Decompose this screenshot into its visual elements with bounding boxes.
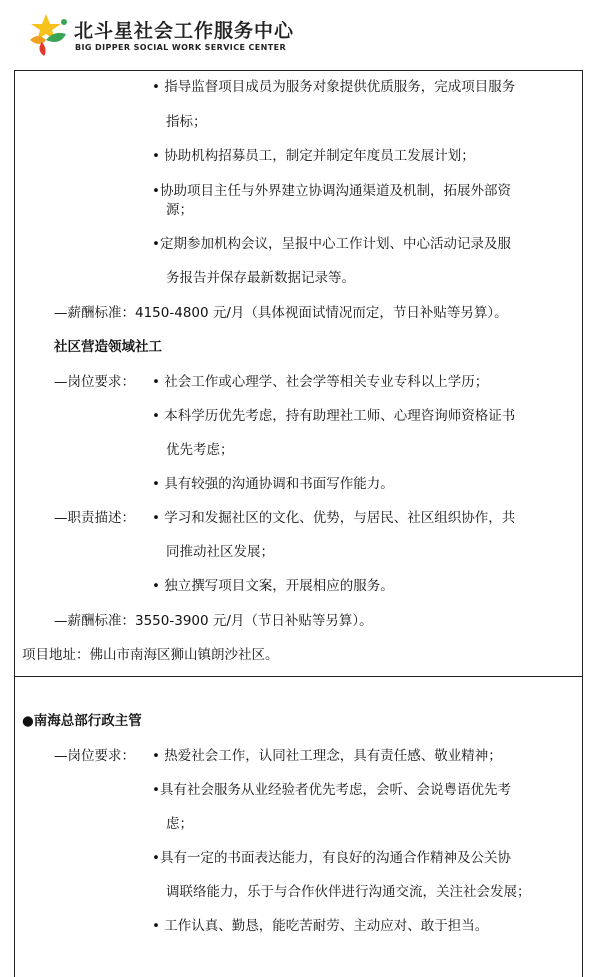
- requirement-item: •具有社会服务从业经验者优先考虑，会听、会说粤语优先考: [152, 782, 511, 798]
- salary-standard: —薪酬标准：4150-4800 元/月（具体视面试情况而定，节日补贴等另算）。: [54, 305, 508, 321]
- requirement-item-cont: 调联络能力，乐于与合作伙伴进行沟通交流，关注社会发展；: [166, 884, 531, 900]
- requirement-item: • 社会工作或心理学、社会学等相关专业专科以上学历；: [152, 374, 489, 390]
- duty-item-cont: 同推动社区发展；: [166, 544, 274, 560]
- salary-standard: —薪酬标准：3550-3900 元/月（节日补贴等另算）。: [54, 613, 373, 629]
- requirement-item: • 本科学历优先考虑，持有助理社工师、心理咨询师资格证书: [152, 408, 516, 424]
- org-name-cn: 北斗星社会工作服务中心: [74, 20, 295, 42]
- requirement-item: • 工作认真、勤恳，能吃苦耐劳、主动应对、敢于担当。: [152, 918, 489, 934]
- job-title: ●南海总部行政主管: [22, 713, 142, 729]
- document-header: [0, 0, 595, 70]
- requirements-label: —岗位要求：: [54, 748, 135, 764]
- duty-item-cont: 务报告并保存最新数据记录等。: [166, 270, 355, 286]
- project-address: 项目地址：佛山市南海区狮山镇朗沙社区。: [22, 647, 279, 663]
- duty-item: •定期参加机构会议，呈报中心工作计划、中心活动记录及服: [152, 236, 511, 252]
- duty-item: • 指导监督项目成员为服务对象提供优质服务，完成项目服务: [152, 79, 516, 95]
- requirement-item: • 具有较强的沟通协调和书面写作能力。: [152, 476, 394, 492]
- requirement-item-cont: 虑；: [166, 816, 193, 832]
- job-title: 社区营造领域社工: [54, 339, 162, 355]
- big-dipper-logo-icon: [24, 10, 72, 58]
- org-name-en: BIG DIPPER SOCIAL WORK SERVICE CENTER: [75, 43, 287, 52]
- duties-label: —职责描述：: [54, 510, 135, 526]
- requirement-item: •具有一定的书面表达能力，有良好的沟通合作精神及公关协: [152, 850, 511, 866]
- duty-item: • 协助机构招募员工，制定并制定年度员工发展计划；: [152, 148, 475, 164]
- requirements-label: —岗位要求：: [54, 374, 135, 390]
- duty-item-cont: 指标；: [166, 114, 207, 130]
- requirement-item-cont: 优先考虑；: [166, 442, 234, 458]
- duty-item: • 独立撰写项目文案，开展相应的服务。: [152, 578, 394, 594]
- duty-item: •协助项目主任与外界建立协调沟通渠道及机制，拓展外部资: [152, 183, 511, 199]
- duty-item: • 学习和发掘社区的文化、优势，与居民、社区组织协作，共: [152, 510, 516, 526]
- duty-item-cont: 源；: [166, 202, 193, 218]
- requirement-item: • 热爱社会工作，认同社工理念，具有责任感、敬业精神；: [152, 748, 502, 764]
